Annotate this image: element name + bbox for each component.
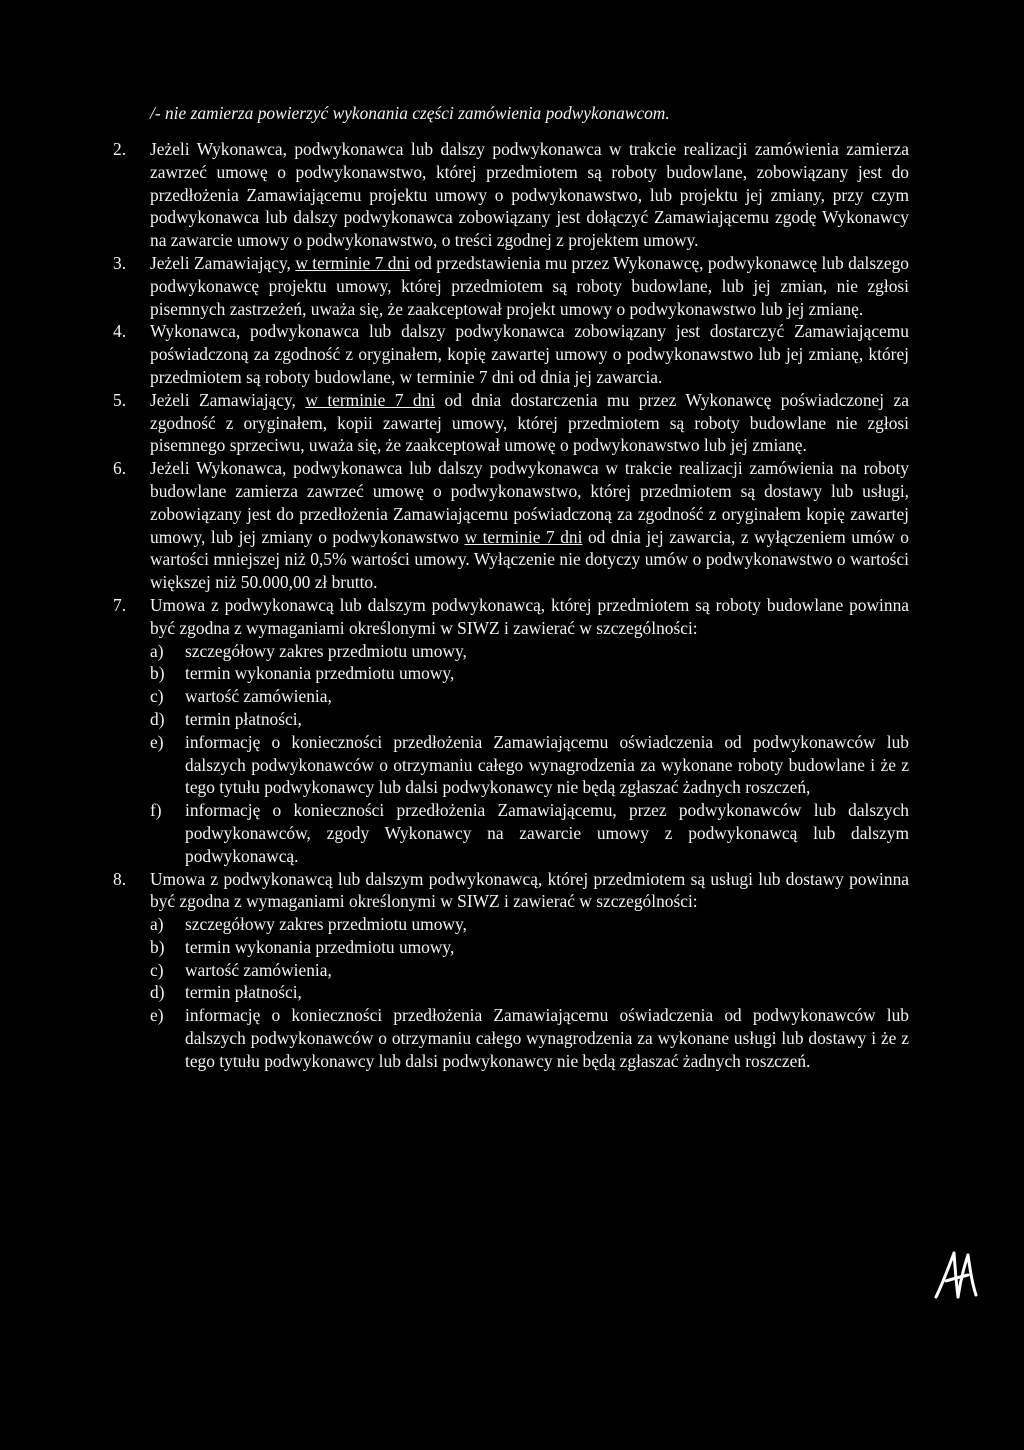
sub-item-text: szczegółowy zakres przedmiotu umowy, — [185, 640, 467, 661]
item-text — [150, 252, 909, 320]
item-number: 4. — [113, 321, 127, 342]
sub-item — [150, 685, 909, 708]
handwritten-initials-icon — [928, 1245, 988, 1305]
list-item — [113, 252, 909, 320]
item-text-part: Umowa z podwykonawcą lub dalszym podwykonawcą, której przedmiotem są usługi lub dostawy powinna być zgodna z wymaganiami określonymi w SIWZ i zawierać w szczególności: — [150, 868, 909, 912]
underlined-deadline: w terminie 7 dni — [305, 389, 436, 410]
sub-item — [150, 913, 909, 936]
underlined-deadline: w terminie 7 dni — [295, 252, 410, 273]
sub-item — [150, 640, 909, 663]
sub-item — [150, 959, 909, 982]
sub-item-letter: a) — [150, 640, 164, 661]
sub-item-text: informację o konieczności przedłożenia Zamawiającemu oświadczenia od podwykonawców lub dalszych podwykonawców o otrzymaniu całego wynagrodzenia za wykonane usługi lub dostawy i że z tego tytułu podwykonawcy lub dalsi podwykonawcy nie będą zgłaszać żadnych roszczeń. — [185, 1005, 909, 1071]
item-text — [150, 138, 909, 252]
sub-item-letter: c) — [150, 959, 164, 980]
sub-item-text: termin wykonania przedmiotu umowy, — [185, 936, 455, 957]
sub-item-text: termin płatności, — [185, 708, 302, 729]
sub-item-letter: b) — [150, 663, 165, 684]
sub-item — [150, 1004, 909, 1072]
item-body — [150, 868, 909, 1073]
item-text-part: Wykonawca, podwykonawca lub dalszy podwykonawca zobowiązany jest dostarczyć Zamawiającemu poświadczoną za zgodność z oryginałem, kopię zawartej umowy o podwykonawstwo lub jej zmianę, której przedmiotem są roboty budowlane, w terminie 7 dni od dnia jej zawarcia. — [150, 321, 909, 387]
item-number: 3. — [113, 252, 127, 273]
item-text — [150, 594, 909, 640]
sub-item — [150, 981, 909, 1004]
item-text-part: Jeżeli Zamawiający, — [150, 252, 291, 273]
numbered-list — [113, 138, 909, 1073]
sub-item-text: wartość zamówienia, — [185, 959, 332, 980]
item-body — [150, 389, 909, 457]
item-text-part: Jeżeli Wykonawca, podwykonawca lub dalszy podwykonawca w trakcie realizacji zamówienia na roboty budowlane zamierza zawrzeć umowę o podwykonawstwo, której przedmiotem są dostawy lub usługi, zobowiązany jest do przedłożenia Zamawiającemu poświadczoną za zgodność z oryginałem kopię zawartej umowy, lub jej zmiany o podwykonawstwo — [150, 458, 909, 547]
item-body — [150, 320, 909, 388]
sub-item-text: wartość zamówienia, — [185, 686, 332, 707]
sub-item-text: termin płatności, — [185, 982, 302, 1003]
sub-item — [150, 799, 909, 867]
item-number: 6. — [113, 458, 127, 479]
item-text — [150, 868, 909, 914]
list-item — [113, 868, 909, 1073]
underlined-deadline: w terminie 7 dni — [464, 526, 583, 547]
item-body — [150, 457, 909, 594]
sub-item — [150, 731, 909, 799]
item-text-part: Umowa z podwykonawcą lub dalszym podwykonawcą, której przedmiotem są roboty budowlane powinna być zgodna z wymaganiami określonymi w SIWZ i zawierać w szczególności: — [150, 594, 909, 638]
item-number: 2. — [113, 139, 127, 159]
sub-item-letter: b) — [150, 936, 165, 957]
intro-line: /- nie zamierza powierzyć wykonania części zamówienia podwykonawcom. — [150, 103, 670, 123]
sub-item-text: informację o konieczności przedłożenia Zamawiającemu oświadczenia od podwykonawców lub dalszych podwykonawców o otrzymaniu całego wynagrodzenia za wykonane roboty budowlane i że z tego tytułu podwykonawcy lub dalsi podwykonawcy nie będą zgłaszać żadnych roszczeń, — [185, 731, 909, 798]
item-text — [150, 389, 909, 457]
sub-item-letter: f) — [150, 800, 162, 821]
sub-item-letter: e) — [150, 1005, 164, 1026]
list-item — [113, 457, 909, 594]
sub-item — [150, 708, 909, 731]
sub-item — [150, 662, 909, 685]
list-item — [113, 594, 909, 868]
list-item — [113, 320, 909, 388]
item-text-part: Jeżeli Wykonawca, podwykonawca lub dalszy podwykonawca w trakcie realizacji zamówienia zamierza zawrzeć umowę o podwykonawstwo, której przedmiotem są roboty budowlane, zobowiązany jest do przedłożenia Zamawiającemu projektu umowy o podwykonawstwo, lub projektu jej zmiany, przy czym podwykonawca lub dalszy podwykonawca zobowiązany jest dołączyć Zamawiającemu zgodę Wykonawcy na zawarcie umowy o podwykonawstwo, o treści zgodnej z projektem umowy. — [150, 139, 909, 251]
sub-item-text: termin wykonania przedmiotu umowy, — [185, 663, 455, 684]
sub-item-letter: e) — [150, 731, 164, 752]
item-number: 5. — [113, 389, 127, 410]
sub-item-letter: d) — [150, 708, 165, 729]
item-text-part: od dnia jej zawarcia, z wyłączeniem umów o wartości mniejszej niż 0,5% wartości umowy. Wyłączenie nie dotyczy umów o podwykonawstwo o wartości większej niż 50.000,00 zł brutto. — [150, 526, 909, 593]
item-body — [150, 138, 909, 252]
item-body — [150, 252, 909, 320]
list-item — [113, 389, 909, 457]
item-number: 8. — [113, 868, 127, 889]
item-number: 7. — [113, 594, 127, 615]
sub-item-text: szczegółowy zakres przedmiotu umowy, — [185, 914, 467, 935]
item-body — [150, 594, 909, 868]
item-text — [150, 457, 909, 594]
sub-item-letter: d) — [150, 982, 165, 1003]
item-text-part: od przedstawienia mu przez Wykonawcę, podwykonawcę lub dalszego podwykonawcę projektu umowy, której przedmiotem są roboty budowlane, lub jej zmian, nie zgłosi pisemnych zastrzeżeń, uważa się, że zaakceptował projekt umowy o podwykonawstwo lub jej zmianę. — [150, 252, 909, 319]
list-item — [113, 138, 909, 252]
item-text-part: Jeżeli Zamawiający, — [150, 389, 296, 410]
sub-item-letter: a) — [150, 914, 164, 935]
sub-item-text: informację o konieczności przedłożenia Zamawiającemu, przez podwykonawców lub dalszych podwykonawców, zgody Wykonawcy na zawarcie umowy z podwykonawcą lub dalszym podwykonawcą. — [185, 800, 909, 866]
item-text — [150, 320, 909, 388]
item-text-part: od dnia dostarczenia mu przez Wykonawcę poświadczonej za zgodność z oryginałem, kopii zawartej umowy, której przedmiotem są roboty budowlane nie zgłosi pisemnego sprzeciwu, uważa się, że zaakceptował umowę o podwykonawstwo lub jej zmianę. — [150, 389, 909, 456]
sub-item — [150, 936, 909, 959]
sub-item-letter: c) — [150, 686, 164, 707]
